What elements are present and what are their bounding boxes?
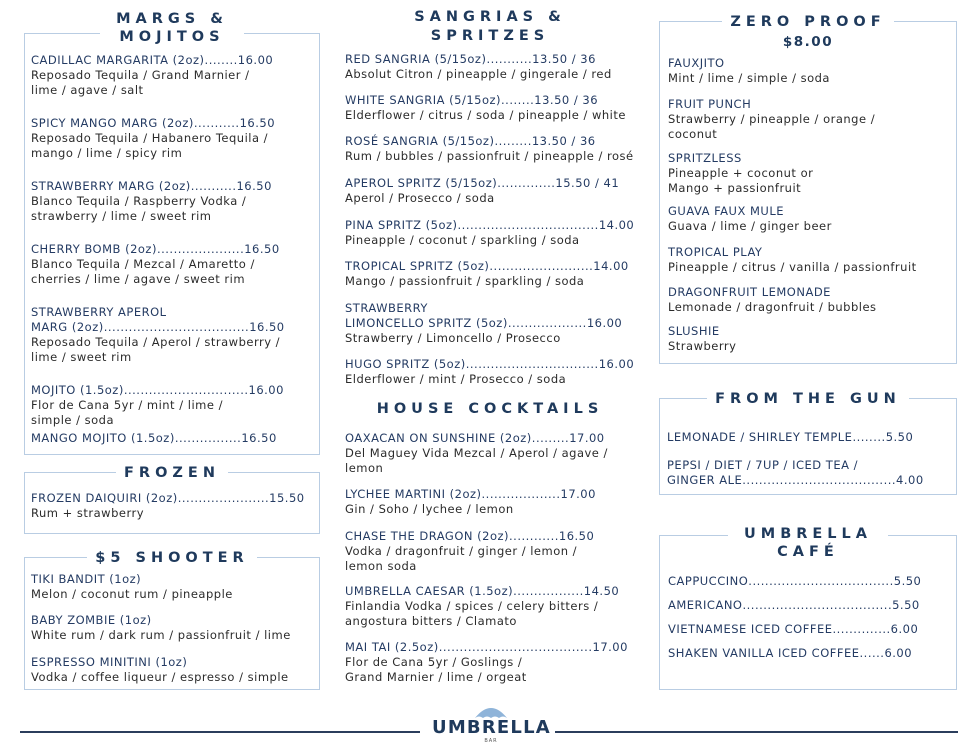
menu-item: [668, 324, 952, 354]
item-desc: Flor de Cana 5yr / Goslings / Grand Marnier / lime / orgeat: [345, 655, 527, 684]
cafe-title-line2: CAFÉ: [769, 543, 847, 561]
menu-item: [31, 116, 315, 161]
frozen-box: [24, 465, 320, 534]
item-price: 16.00: [598, 357, 635, 371]
item-price: 17.00: [560, 487, 596, 501]
umbrella-logo: [432, 704, 550, 754]
item-name: STRAWBERRY APEROL: [31, 305, 167, 319]
item-name: GINGER ALE: [667, 473, 743, 487]
menu-item: [668, 646, 952, 661]
item-desc: Strawberry: [668, 339, 737, 353]
item-desc: Blanco Tequila / Mezcal / Amaretto / cherries / lime / agave / sweet rim: [31, 257, 255, 286]
sangrias-title-line1: SANGRIAS &: [414, 9, 566, 25]
shooter-title: $5 SHOOTER: [25, 549, 319, 567]
item-dots: .....................................: [438, 640, 593, 654]
item-name: TROPICAL SPRITZ: [345, 259, 454, 273]
item-name: SLUSHIE: [668, 324, 720, 338]
item-dots: ...................................: [103, 320, 250, 334]
item-size: (2oz): [449, 487, 482, 501]
item-dots: ...................: [507, 316, 587, 330]
item-price: 14.50: [583, 584, 620, 598]
item-name: SHAKEN VANILLA ICED COFFEE: [668, 646, 860, 660]
item-dots: ..................................: [457, 218, 599, 232]
item-dots: ..............: [497, 176, 556, 190]
item-price: 16.00: [586, 316, 623, 330]
item-name: VIETNAMESE ICED COFFEE: [668, 622, 833, 636]
item-price: 13.50 / 36: [534, 93, 599, 107]
menu-item: [31, 431, 315, 446]
item-dots: ................................: [465, 357, 599, 371]
menu-item: [31, 53, 315, 98]
item-size: (2oz): [477, 529, 510, 543]
item-name: RED SANGRIA: [345, 52, 431, 66]
umbrella-cafe-title: [660, 525, 956, 561]
item-name: MAI TAI: [345, 640, 391, 654]
item-desc: Strawberry / pineapple / orange / coconut: [668, 112, 876, 141]
menu-item: [668, 285, 952, 315]
item-price: 16.50: [249, 320, 285, 334]
item-size: (1oz): [109, 572, 142, 586]
footer-divider-right: [555, 731, 958, 733]
zero-proof-title: ZERO PROOF: [660, 13, 956, 31]
item-name: AMERICANO: [668, 598, 743, 612]
item-name: SPRITZLESS: [668, 151, 742, 165]
menu-item: [667, 430, 952, 445]
item-price: 16.50: [244, 242, 280, 256]
item-name: CHASE THE DRAGON: [345, 529, 473, 543]
item-size: (1oz): [119, 613, 152, 627]
menu-item: [345, 357, 641, 387]
item-price: 14.00: [598, 218, 635, 232]
item-name: APEROL SPRITZ: [345, 176, 442, 190]
item-desc: Absolut Citron / pineapple / gingerale / red: [345, 67, 612, 81]
item-dots: ............: [509, 529, 559, 543]
item-desc: Finlandia Vodka / spices / celery bitters / angostura bitters / Clamato: [345, 599, 599, 628]
item-name: LYCHEE MARTINI: [345, 487, 446, 501]
item-size: (1.5oz): [80, 383, 124, 397]
item-name: TIKI BANDIT: [31, 572, 106, 586]
item-name: CAPPUCCINO: [668, 574, 749, 588]
item-name: MANGO MOJITO: [31, 431, 127, 445]
menu-item: [345, 640, 641, 685]
item-desc: Pineapple / citrus / vanilla / passionfruit: [668, 260, 917, 274]
item-dots: .....................................: [742, 473, 897, 487]
item-size: (5oz): [457, 259, 490, 273]
item-desc: Flor de Cana 5yr / mint / lime / simple / soda: [31, 398, 223, 427]
item-size: (5/15oz): [442, 134, 495, 148]
item-name: HUGO SPRITZ: [345, 357, 430, 371]
item-price: 5.50: [885, 430, 914, 444]
item-price: 15.50: [269, 491, 305, 505]
cafe-title-line1: UMBRELLA: [736, 525, 880, 543]
item-dots: ....................................: [742, 598, 893, 612]
item-name: GUAVA FAUX MULE: [668, 204, 785, 218]
item-name: DRAGONFRUIT LEMONADE: [668, 285, 831, 299]
item-desc: Pineapple / coconut / sparkling / soda: [345, 233, 580, 247]
item-desc: Mint / lime / simple / soda: [668, 71, 830, 85]
item-dots: ......: [859, 646, 885, 660]
menu-item: [667, 458, 952, 488]
item-desc: Strawberry / Limoncello / Prosecco: [345, 331, 561, 345]
item-dots: ...........: [486, 52, 533, 66]
item-price: 6.00: [884, 646, 913, 660]
logo-brand: UMBRELLA: [432, 717, 551, 738]
item-name: CADILLAC MARGARITA: [31, 53, 169, 67]
item-size: (2.5oz): [394, 640, 439, 654]
item-dots: .........................: [489, 259, 594, 273]
item-size: (5oz): [433, 357, 466, 371]
item-size: (5/15oz): [434, 52, 487, 66]
item-desc: Elderflower / citrus / soda / pineapple / white: [345, 108, 626, 122]
item-name: FRUIT PUNCH: [668, 97, 752, 111]
item-name: STRAWBERRY MARG: [31, 179, 155, 193]
footer-divider-left: [20, 731, 420, 733]
item-price: 5.50: [892, 598, 920, 612]
menu-item: [345, 431, 641, 476]
item-dots: ........: [501, 93, 535, 107]
item-size: (2oz): [162, 116, 194, 130]
item-name: ESPRESSO MINITINI: [31, 655, 152, 669]
item-desc: Vodka / coffee liqueur / espresso / simple: [31, 670, 289, 684]
item-size: (1.5oz): [131, 431, 175, 445]
from-the-gun-title: FROM THE GUN: [660, 390, 956, 408]
menu-item: [31, 242, 315, 287]
item-name: TROPICAL PLAY: [668, 245, 763, 259]
item-name: FROZEN DAIQUIRI: [31, 491, 142, 505]
item-dots: ......................: [177, 491, 270, 505]
item-price: 16.50: [236, 179, 272, 193]
zero-proof-box: [659, 14, 957, 364]
menu-item: [668, 204, 952, 234]
menu-item: [345, 218, 641, 248]
item-dots: .........: [531, 431, 570, 445]
item-price: 5.50: [893, 574, 922, 588]
item-desc: Del Maguey Vida Mezcal / Aperol / agave / lemon: [345, 446, 608, 475]
item-size: (5oz): [475, 316, 508, 330]
item-size: (5oz): [425, 218, 458, 232]
item-price: 16.50: [558, 529, 595, 543]
menu-item: [668, 97, 952, 142]
item-desc: Lemonade / dragonfruit / bubbles: [668, 300, 877, 314]
item-desc: Reposado Tequila / Habanero Tequila / mango / lime / spicy rim: [31, 131, 269, 160]
item-size: (2oz): [499, 431, 532, 445]
item-name: WHITE SANGRIA: [345, 93, 445, 107]
item-dots: ...................................: [748, 574, 894, 588]
item-dots: ........: [852, 430, 886, 444]
item-price: 4.00: [896, 473, 924, 487]
item-name: CHERRY BOMB: [31, 242, 121, 256]
item-dots: ................: [174, 431, 242, 445]
item-name: FAUXJITO: [668, 56, 725, 70]
item-name: MARG: [31, 320, 68, 334]
item-price: 6.00: [890, 622, 919, 636]
item-dots: .........: [494, 134, 532, 148]
item-dots: ........: [204, 53, 238, 67]
item-price: 16.00: [237, 53, 274, 67]
menu-item: [345, 529, 641, 574]
item-desc: Reposado Tequila / Grand Marnier / lime / agave / salt: [31, 68, 250, 97]
item-dots: ...................: [481, 487, 561, 501]
sangrias-title-line2: SPRITZES: [430, 28, 550, 44]
item-size: (5/15oz): [445, 176, 498, 190]
item-size: (2oz): [71, 320, 104, 334]
item-price: 16.00: [248, 383, 284, 397]
item-desc: White rum / dark rum / passionfruit / lime: [31, 628, 291, 642]
item-name: LEMONADE / SHIRLEY TEMPLE: [667, 430, 853, 444]
item-dots: ...........: [190, 179, 237, 193]
item-name: ROSÉ SANGRIA: [345, 134, 439, 148]
menu-item: [668, 151, 952, 196]
menu-item: [668, 56, 952, 86]
item-name: STRAWBERRY: [345, 301, 428, 315]
margs-box: [24, 11, 320, 455]
menu-item: [31, 305, 315, 365]
item-dots: .....................: [156, 242, 245, 256]
item-name: UMBRELLA CAESAR: [345, 584, 466, 598]
item-desc: Rum / bubbles / passionfruit / pineapple / rosé: [345, 149, 634, 163]
item-name: MOJITO: [31, 383, 76, 397]
menu-item: [345, 584, 641, 629]
item-desc: Melon / coconut rum / pineapple: [31, 587, 233, 601]
menu-item: [345, 301, 641, 346]
umbrella-icon: [473, 704, 509, 718]
item-dots: ..............: [832, 622, 891, 636]
item-size: (2oz): [125, 242, 157, 256]
item-name: OAXACAN ON SUNSHINE: [345, 431, 496, 445]
item-name: SPICY MANGO MARG: [31, 116, 158, 130]
menu-item: [668, 574, 952, 589]
item-price: 13.50 / 36: [531, 134, 596, 148]
item-name: LIMONCELLO SPRITZ: [345, 316, 472, 330]
sangrias-title: [340, 8, 640, 46]
item-dots: ..............................: [123, 383, 249, 397]
item-price: 16.50: [239, 116, 276, 130]
item-desc: Elderflower / mint / Prosecco / soda: [345, 372, 567, 386]
from-the-gun-box: [659, 391, 957, 495]
logo-sub: BAR: [484, 738, 498, 744]
margs-title-line2: MOJITOS: [111, 28, 232, 46]
item-desc: Vodka / dragonfruit / ginger / lemon / lemon soda: [345, 544, 578, 573]
item-desc: Aperol / Prosecco / soda: [345, 191, 495, 205]
menu-item: [31, 179, 315, 224]
item-desc: Rum + strawberry: [31, 506, 145, 520]
item-size: (2oz): [158, 179, 191, 193]
shooter-box: [24, 550, 320, 690]
margs-title: [25, 10, 319, 46]
item-dots: .................: [513, 584, 584, 598]
menu-item: [345, 487, 641, 517]
menu-item: [31, 655, 315, 685]
item-size: (2oz): [145, 491, 178, 505]
item-name: PINA SPRITZ: [345, 218, 422, 232]
item-price: 14.00: [593, 259, 629, 273]
umbrella-cafe-box: [659, 526, 957, 690]
menu-item: [31, 383, 315, 428]
menu-item: [668, 245, 952, 275]
menu-item: [31, 491, 315, 521]
item-size: (1oz): [155, 655, 188, 669]
item-price: 16.50: [241, 431, 277, 445]
item-price: 15.50 / 41: [555, 176, 620, 190]
item-desc: Gin / Soho / lychee / lemon: [345, 502, 514, 516]
menu-item: [668, 622, 952, 637]
item-name: BABY ZOMBIE: [31, 613, 116, 627]
item-price: 17.00: [569, 431, 605, 445]
item-size: (1.5oz): [469, 584, 514, 598]
menu-item: [345, 52, 641, 82]
item-price: 17.00: [592, 640, 628, 654]
item-desc: Pineapple + coconut or Mango + passionfruit: [668, 166, 814, 195]
margs-title-line1: MARGS &: [108, 10, 236, 28]
menu-item: [345, 134, 641, 164]
item-size: (2oz): [172, 53, 205, 67]
menu-item: [31, 572, 315, 602]
item-desc: Blanco Tequila / Raspberry Vodka / strawberry / lime / sweet rim: [31, 194, 247, 223]
item-desc: Mango / passionfruit / sparkling / soda: [345, 274, 585, 288]
item-desc: Reposado Tequila / Aperol / strawberry / lime / sweet rim: [31, 335, 281, 364]
menu-item: [345, 259, 641, 289]
zero-proof-price: $8.00: [782, 34, 834, 50]
menu-item: [345, 93, 641, 123]
house-title: HOUSE COCKTAILS: [376, 401, 604, 417]
item-name: PEPSI / DIET / 7UP / ICED TEA /: [667, 458, 858, 472]
item-desc: Guava / lime / ginger beer: [668, 219, 832, 233]
item-price: 13.50 / 36: [532, 52, 596, 66]
menu-item: [345, 176, 641, 206]
menu-item: [31, 613, 315, 643]
menu-item: [668, 598, 952, 613]
frozen-title: FROZEN: [25, 464, 319, 482]
item-size: (5/15oz): [449, 93, 502, 107]
item-dots: ...........: [193, 116, 240, 130]
